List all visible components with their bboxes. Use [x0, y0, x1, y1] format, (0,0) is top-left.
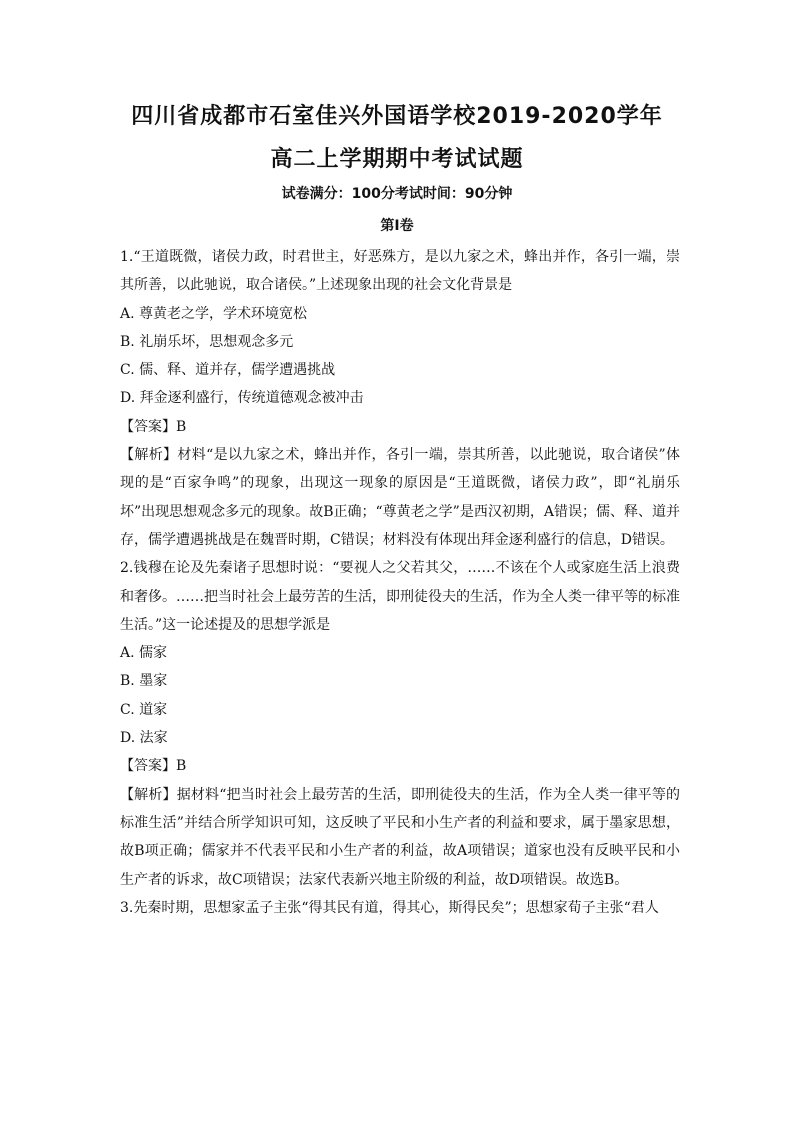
exam-info: 试卷满分：100分考试时间：90分钟 [281, 186, 513, 202]
analysis-text: 材料“是以九家之术，蜂出并作，各引一端，崇其所善，以此驰说，取合诸侯”体现的是“百家争鸣”的现象，出现这一现象的原因是“王道既微，诸侯力政”，即“礼崩乐坏”出现思想观念多元的现象。故B正确；“尊黄老之学”是西汉初期，A错误；儒、释、道并存，儒学遭遇挑战是在魏晋时期，C错误；材料没有体现出拜金逐利盛行的信息，D错误。 [120, 447, 681, 548]
question-2-option-c: C. 道家 [120, 701, 168, 718]
question-1-option-a: A. 尊黄老之学，学术环境宽松 [120, 305, 308, 322]
question-2-analysis [120, 781, 680, 894]
answer-label: 【答案】 [120, 758, 176, 775]
question-1-answer [120, 413, 680, 441]
question-1-stem: 1.“王道既微，诸侯力政，时君世主，好恶殊方，是以九家之术，蜂出并作，各引一端，崇其所善，以此驰说，取合诸侯。”上述现象出现的社会文化背景是 [120, 249, 680, 294]
question-1-option-d: D. 拜金逐利盛行，传统道德观念被冲击 [120, 390, 364, 407]
analysis-label: 【解析】 [120, 447, 178, 464]
question-3-stem: 3.先秦时期，思想家孟子主张“得其民有道，得其心，斯得民矣”；思想家荀子主张“君人 [120, 899, 659, 916]
question-1-option-c: C. 儒、释、道并存，儒学遭遇挑战 [120, 362, 336, 379]
question-2-stem: 2.钱穆在论及先秦诸子思想时说：“要视人之父若其父，……不该在个人或家庭生活上浪费和奢侈。……把当时社会上最劳苦的生活，即刑徒役夫的生活，作为全人类一律平等的标准生活。”这一论述提及的思想学派是 [120, 560, 680, 633]
questions-body [120, 243, 680, 922]
document-title-line-1: 四川省成都市石室佳兴外国语学校2019-2020学年 [131, 104, 663, 129]
question-2-option-d: D. 法家 [120, 730, 168, 747]
question-1-analysis [120, 441, 680, 554]
document-title-line-2: 高二上学期期中考试试题 [270, 147, 524, 172]
question-2-option-b: B. 墨家 [120, 673, 168, 690]
analysis-label: 【解析】 [120, 786, 177, 803]
answer-value: B [176, 418, 187, 435]
answer-label: 【答案】 [120, 418, 176, 435]
analysis-text: 据材料“把当时社会上最劳苦的生活，即刑徒役夫的生活，作为全人类一律平等的标准生活”并结合所学知识可知，这反映了平民和小生产者的利益和要求，属于墨家思想，故B项正确；儒家并不代表平民和小生产者的利益，故A项错误；道家也没有反映平民和小生产者的诉求，故C项错误；法家代表新兴地主阶级的利益，故D项错误。故选B。 [120, 786, 681, 888]
answer-value: B [176, 758, 187, 775]
question-2-option-a: A. 儒家 [120, 645, 168, 662]
question-1-option-b: B. 礼崩乐坏，思想观念多元 [120, 333, 294, 350]
question-2-answer [120, 752, 680, 780]
volume-heading: 第Ⅰ卷 [380, 218, 414, 234]
